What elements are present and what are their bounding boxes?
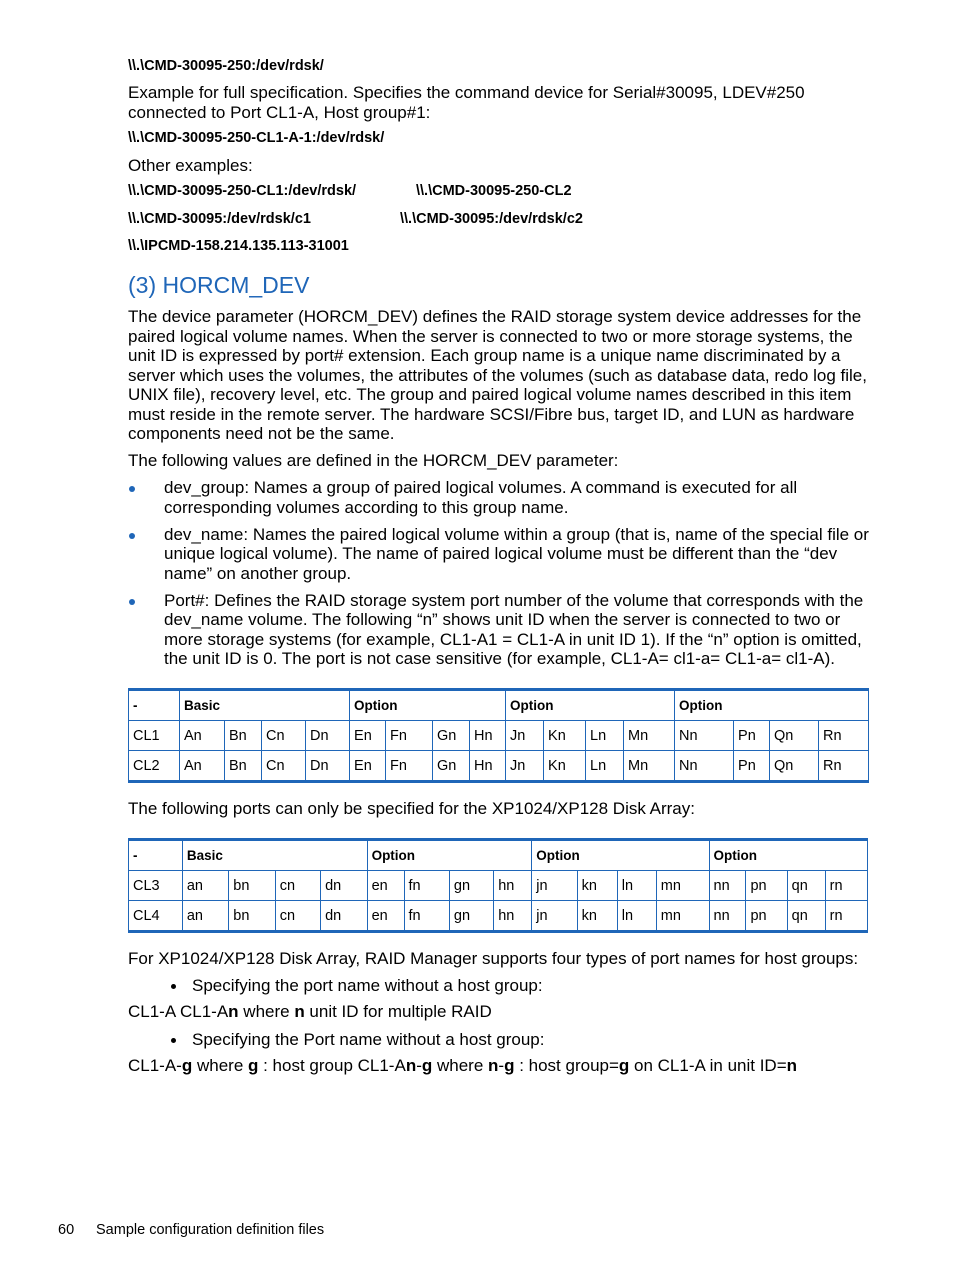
other-examples-label: Other examples: — [128, 156, 253, 175]
table-row — [129, 721, 869, 751]
text-span: where — [192, 1056, 248, 1075]
bold-span: g — [504, 1056, 515, 1075]
text-span: CL1-A- — [128, 1056, 182, 1075]
list-item: Specifying the port name without a host group: — [128, 976, 543, 996]
code-example-7: \\.\IPCMD-158.214.135.113-31001 — [128, 238, 349, 254]
text-span: CL1-A CL1-A — [128, 1002, 229, 1021]
table-cell: qn — [787, 901, 825, 932]
table-header-cell: Option — [675, 690, 869, 721]
port-table-1 — [128, 688, 869, 783]
table-cell: cn — [275, 901, 320, 932]
table-cell: pn — [746, 901, 787, 932]
table-cell: mn — [656, 901, 709, 932]
table-cell: kn — [577, 871, 617, 901]
table-cell: en — [367, 871, 404, 901]
bold-span: g — [421, 1056, 433, 1075]
port-name-line-1 — [128, 1002, 492, 1022]
table-cell: an — [182, 871, 228, 901]
bold-span: n — [488, 1056, 499, 1075]
table-cell: nn — [709, 901, 746, 932]
table-cell: Mn — [624, 751, 675, 782]
code-example-6: \\.\CMD-30095:/dev/rdsk/c2 — [400, 211, 583, 227]
table-cell: Gn — [433, 721, 470, 751]
code-example-2: \\.\CMD-30095-250-CL1-A-1:/dev/rdsk/ — [128, 130, 385, 146]
port-table-2 — [128, 838, 868, 933]
code-example-5: \\.\CMD-30095:/dev/rdsk/c1 — [128, 211, 311, 227]
table-cell: qn — [787, 871, 825, 901]
text-span: where — [238, 1002, 295, 1021]
table-cell: gn — [449, 871, 493, 901]
table-cell: nn — [709, 871, 746, 901]
table2-intro: The following ports can only be specified for the XP1024/XP128 Disk Array: — [128, 799, 695, 818]
table-cell: Ln — [586, 751, 624, 782]
table-cell: CL4 — [129, 901, 183, 932]
table-cell: an — [182, 901, 228, 932]
table-cell: jn — [532, 871, 577, 901]
table-header-cell: - — [129, 690, 180, 721]
table-cell: bn — [229, 901, 275, 932]
table-cell: Qn — [770, 721, 819, 751]
page-number: 60 — [58, 1222, 75, 1238]
list-item: Port#: Defines the RAID storage system port number of the volume that corresponds with the dev_name volume. The following “n” shows unit ID when the server is connected to two or more storage systems (for example, CL1-A1 = CL1-A in unit ID 1). If the “n” option is omitted, the unit ID is 0. The port is not case sensitive (for example, CL1-A= cl1-a= CL1-a= cl1-A). — [128, 591, 873, 669]
values-intro: The following values are defined in the HORCM_DEV parameter: — [128, 451, 619, 470]
table-cell: Dn — [306, 751, 350, 782]
table-cell: En — [350, 721, 386, 751]
port-types-intro: For XP1024/XP128 Disk Array, RAID Manager supports four types of port names for host groups: — [128, 949, 859, 968]
port-type-list-2 — [128, 1030, 544, 1050]
table-cell: Hn — [470, 751, 506, 782]
table-cell: Fn — [386, 721, 433, 751]
table-cell: hn — [494, 901, 532, 932]
table-cell: Ln — [586, 721, 624, 751]
table-cell: Nn — [675, 721, 734, 751]
list-item: dev_group: Names a group of paired logical volumes. A command is executed for all corresponding volumes according to this group name. — [128, 478, 873, 517]
table-cell: fn — [404, 901, 449, 932]
full-spec-paragraph: Example for full specification. Specifies the command device for Serial#30095, LDEV#250 connected to Port CL1-A, Host group#1: — [128, 83, 805, 122]
bold-span: n — [786, 1056, 798, 1075]
table-cell: Pn — [734, 721, 770, 751]
text-span: on CL1-A in unit ID= — [629, 1056, 787, 1075]
table-cell: Fn — [386, 751, 433, 782]
table-cell: Bn — [225, 721, 262, 751]
text-span: - — [498, 1056, 505, 1075]
text-span: unit ID for multiple RAID — [304, 1002, 492, 1021]
table-cell: Pn — [734, 751, 770, 782]
table-cell: ln — [617, 871, 656, 901]
table-header-cell: Option — [709, 840, 867, 871]
table-cell: gn — [449, 901, 493, 932]
text-span: where — [432, 1056, 489, 1075]
parameter-list — [128, 478, 873, 676]
table-cell: jn — [532, 901, 577, 932]
table-cell: Jn — [506, 751, 544, 782]
table-cell: en — [367, 901, 404, 932]
table-cell: rn — [825, 871, 867, 901]
table-cell: Mn — [624, 721, 675, 751]
code-example-4: \\.\CMD-30095-250-CL2 — [416, 183, 572, 199]
table-cell: Kn — [544, 751, 586, 782]
table-cell: ln — [617, 901, 656, 932]
table-cell: Rn — [819, 721, 869, 751]
bold-span: n — [228, 1002, 239, 1021]
table-cell: An — [180, 721, 225, 751]
table-header-row — [129, 840, 868, 871]
table-cell: dn — [321, 901, 367, 932]
table-row — [129, 751, 869, 782]
table-cell: An — [180, 751, 225, 782]
table-row — [129, 901, 868, 932]
table-cell: Kn — [544, 721, 586, 751]
table-cell: kn — [577, 901, 617, 932]
bold-span: n — [405, 1056, 417, 1075]
text-span: : host group= — [514, 1056, 619, 1075]
text-span: : host group CL1-A — [258, 1056, 406, 1075]
table-cell: mn — [656, 871, 709, 901]
bold-span: n — [294, 1002, 305, 1021]
bold-span: g — [248, 1056, 259, 1075]
table-cell: pn — [746, 871, 787, 901]
table-cell: CL2 — [129, 751, 180, 782]
table-cell: fn — [404, 871, 449, 901]
table-header-row — [129, 690, 869, 721]
footer-title: Sample configuration definition files — [96, 1222, 325, 1238]
table-header-cell: Option — [506, 690, 675, 721]
table-cell: Cn — [262, 751, 306, 782]
table-cell: Qn — [770, 751, 819, 782]
table-header-cell: Option — [367, 840, 532, 871]
list-item: dev_name: Names the paired logical volume within a group (that is, name of the special file or unique logical volume). The name of paired logical volume must be different than the “dev name” on another group. — [128, 525, 873, 584]
table-cell: CL3 — [129, 871, 183, 901]
table-cell: Jn — [506, 721, 544, 751]
table-header-cell: Basic — [180, 690, 350, 721]
list-item: Specifying the Port name without a host group: — [128, 1030, 544, 1050]
code-example-1: \\.\CMD-30095-250:/dev/rdsk/ — [128, 58, 324, 74]
table-cell: Dn — [306, 721, 350, 751]
table-cell: bn — [229, 871, 275, 901]
table-cell: Rn — [819, 751, 869, 782]
port-name-line-2 — [128, 1056, 797, 1076]
section-heading: (3) HORCM_DEV — [128, 272, 310, 298]
bold-span: g — [618, 1056, 630, 1075]
table-cell: dn — [321, 871, 367, 901]
table-cell: Gn — [433, 751, 470, 782]
table-header-cell: Option — [350, 690, 506, 721]
table-cell: cn — [275, 871, 320, 901]
table-cell: rn — [825, 901, 867, 932]
table-header-cell: Basic — [182, 840, 367, 871]
table-row — [129, 871, 868, 901]
table-cell: Hn — [470, 721, 506, 751]
table-cell: hn — [494, 871, 532, 901]
port-type-list-1 — [128, 976, 543, 996]
table-cell: Cn — [262, 721, 306, 751]
table-cell: En — [350, 751, 386, 782]
table-cell: Bn — [225, 751, 262, 782]
table-header-cell: - — [129, 840, 183, 871]
table-header-cell: Option — [532, 840, 709, 871]
code-example-3: \\.\CMD-30095-250-CL1:/dev/rdsk/ — [128, 183, 357, 199]
intro-paragraph: The device parameter (HORCM_DEV) defines the RAID storage system device addresses for the paired logical volume names. When the server is connected to two or more storage systems, the unit ID is expressed by port# extension. Each group name is a unique name discriminated by a server which uses the volumes, the attributes of the volumes (such as database data, redo log file, UNIX file), recovery level, etc. The group and paired logical volume names described in this item must reside in the remote server. The hardware SCSI/Fibre bus, target ID, and LUN as hardware components need not be the same. — [128, 307, 867, 443]
text-span: - — [416, 1056, 422, 1075]
table-cell: CL1 — [129, 721, 180, 751]
table-cell: Nn — [675, 751, 734, 782]
bold-span: g — [181, 1056, 193, 1075]
